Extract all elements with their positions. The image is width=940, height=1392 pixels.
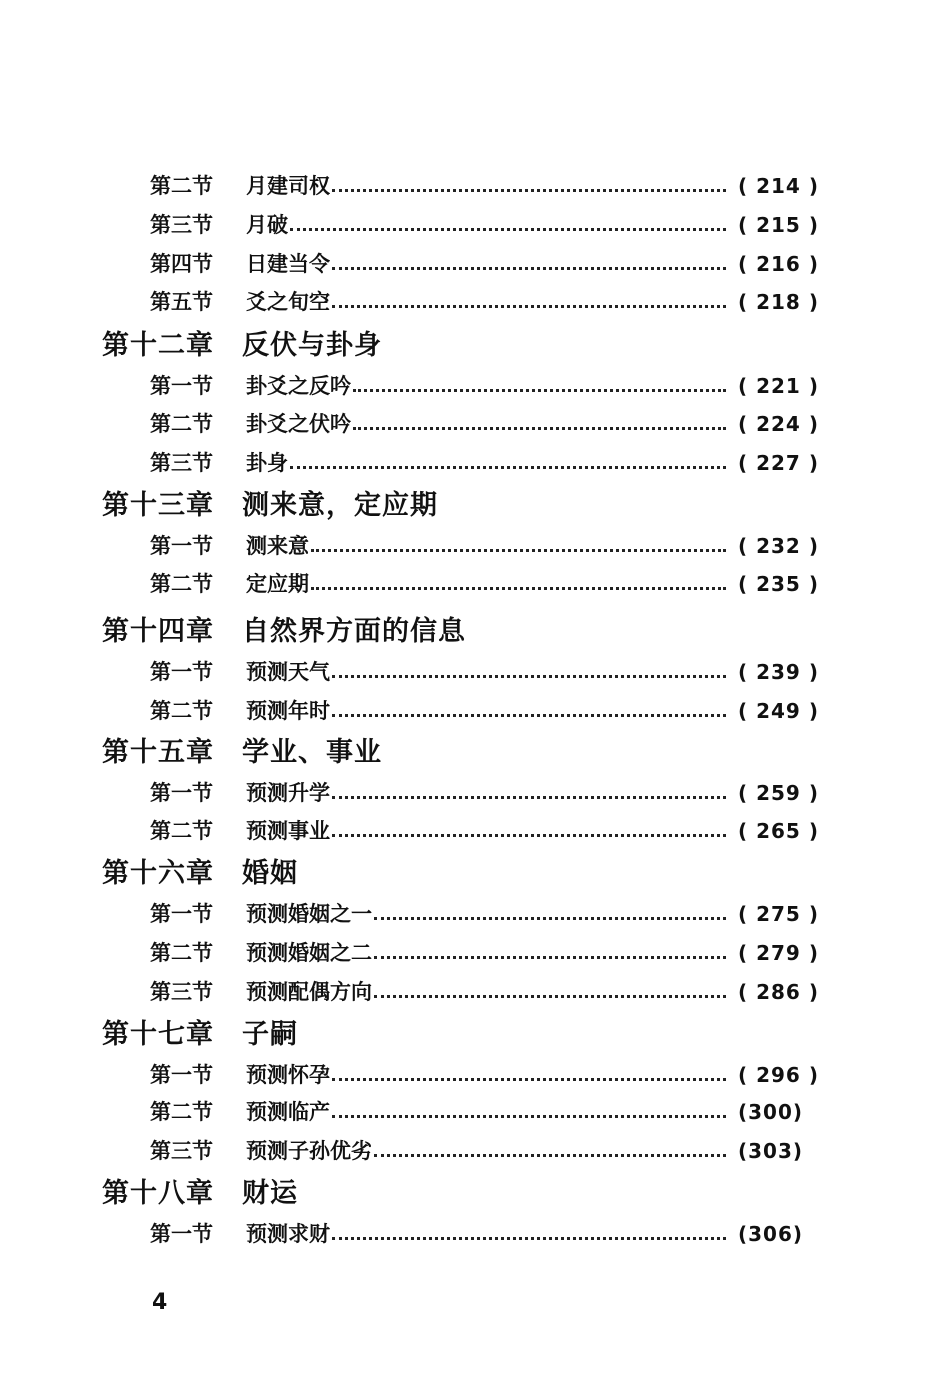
dot-leader: [311, 587, 726, 590]
section-number: 第二节: [150, 571, 213, 596]
toc-entry: [0, 207, 940, 243]
section-number: 第一节: [150, 1221, 213, 1246]
toc-entry: [0, 1216, 940, 1252]
section-title: 月破: [246, 212, 288, 237]
dot-leader: [353, 427, 726, 430]
dot-leader: [332, 189, 726, 192]
section-number: 第三节: [150, 212, 213, 237]
section-title: 预测临产: [246, 1099, 330, 1124]
page-reference: ( 239 ): [738, 660, 819, 684]
chapter-title: 婚姻: [242, 858, 298, 889]
section-title: 预测求财: [246, 1221, 330, 1246]
section-title: 预测年时: [246, 698, 330, 723]
section-title: 预测怀孕: [246, 1062, 330, 1087]
dot-leader: [332, 1237, 726, 1240]
page-reference: ( 296 ): [738, 1063, 819, 1087]
toc-entry: [0, 246, 940, 282]
section-number: 第五节: [150, 289, 213, 314]
dot-leader: [374, 1154, 726, 1157]
section-title: 卦身: [246, 450, 288, 475]
page-reference: (306): [738, 1222, 804, 1246]
section-number: 第三节: [150, 450, 213, 475]
page-reference: ( 235 ): [738, 572, 819, 596]
toc-entry: [0, 654, 940, 690]
toc-entry: [0, 445, 940, 481]
section-title: 卦爻之伏吟: [246, 411, 351, 436]
toc-entry: [0, 693, 940, 729]
page-reference: ( 259 ): [738, 781, 819, 805]
section-number: 第一节: [150, 780, 213, 805]
section-title: 测来意: [246, 533, 309, 558]
chapter-number: 第十七章: [102, 1019, 214, 1050]
page-reference: ( 279 ): [738, 941, 819, 965]
page-reference: ( 218 ): [738, 290, 819, 314]
dot-leader: [332, 714, 726, 717]
chapter-number: 第十三章: [102, 490, 214, 521]
page-reference: ( 227 ): [738, 451, 819, 475]
dot-leader: [332, 1078, 726, 1081]
section-number: 第四节: [150, 251, 213, 276]
section-title: 月建司权: [246, 173, 330, 198]
dot-leader: [374, 917, 726, 920]
page-reference: (300): [738, 1100, 804, 1124]
dot-leader: [311, 549, 726, 552]
section-number: 第三节: [150, 979, 213, 1004]
section-title: 预测配偶方向: [246, 979, 372, 1004]
page-reference: ( 286 ): [738, 980, 819, 1004]
toc-entry: [0, 896, 940, 932]
chapter-title: 学业、事业: [242, 737, 382, 768]
section-title: 预测天气: [246, 659, 330, 684]
dot-leader: [374, 956, 726, 959]
toc-chapter: [0, 1017, 940, 1053]
section-title: 预测婚姻之二: [246, 940, 372, 965]
page-reference: ( 249 ): [738, 699, 819, 723]
toc-entry: [0, 1133, 940, 1169]
section-number: 第二节: [150, 411, 213, 436]
toc-chapter: [0, 1176, 940, 1212]
chapter-title: 财运: [242, 1178, 298, 1209]
toc-chapter: [0, 614, 940, 650]
chapter-title: 测来意，定应期: [242, 490, 438, 521]
toc-entry: [0, 528, 940, 564]
section-title: 卦爻之反吟: [246, 373, 351, 398]
dot-leader: [332, 796, 726, 799]
section-number: 第三节: [150, 1138, 213, 1163]
section-title: 预测事业: [246, 818, 330, 843]
toc-entry: [0, 168, 940, 204]
page-reference: ( 265 ): [738, 819, 819, 843]
section-title: 预测婚姻之一: [246, 901, 372, 926]
section-number: 第一节: [150, 373, 213, 398]
toc-entry: [0, 813, 940, 849]
page-reference: ( 216 ): [738, 252, 819, 276]
section-number: 第一节: [150, 533, 213, 558]
section-number: 第二节: [150, 818, 213, 843]
dot-leader: [290, 228, 726, 231]
page-number: 4: [152, 1290, 168, 1315]
toc-entry: [0, 1094, 940, 1130]
toc-entry: [0, 406, 940, 442]
dot-leader: [332, 675, 726, 678]
chapter-title: 自然界方面的信息: [242, 616, 466, 647]
section-number: 第一节: [150, 901, 213, 926]
dot-leader: [353, 389, 726, 392]
page-reference: ( 275 ): [738, 902, 819, 926]
dot-leader: [332, 1115, 726, 1118]
chapter-number: 第十五章: [102, 737, 214, 768]
section-number: 第一节: [150, 1062, 213, 1087]
section-title: 预测子孙优劣: [246, 1138, 372, 1163]
toc-chapter: [0, 328, 940, 364]
toc-chapter: [0, 856, 940, 892]
toc-entry: [0, 368, 940, 404]
page-reference: (303): [738, 1139, 804, 1163]
chapter-title: 反伏与卦身: [242, 330, 382, 361]
section-title: 定应期: [246, 571, 309, 596]
section-number: 第二节: [150, 1099, 213, 1124]
section-title: 爻之旬空: [246, 289, 330, 314]
page-reference: ( 215 ): [738, 213, 819, 237]
chapter-number: 第十八章: [102, 1178, 214, 1209]
chapter-number: 第十二章: [102, 330, 214, 361]
dot-leader: [374, 995, 726, 998]
section-number: 第二节: [150, 698, 213, 723]
toc-entry: [0, 974, 940, 1010]
section-number: 第一节: [150, 659, 213, 684]
section-number: 第二节: [150, 940, 213, 965]
dot-leader: [332, 305, 726, 308]
chapter-title: 子嗣: [242, 1019, 298, 1050]
page-reference: ( 232 ): [738, 534, 819, 558]
dot-leader: [332, 834, 726, 837]
section-title: 预测升学: [246, 780, 330, 805]
chapter-number: 第十四章: [102, 616, 214, 647]
toc-chapter: [0, 488, 940, 524]
toc-entry: [0, 284, 940, 320]
page-reference: ( 224 ): [738, 412, 819, 436]
toc-chapter: [0, 735, 940, 771]
toc-entry: [0, 935, 940, 971]
toc-entry: [0, 1057, 940, 1093]
page-reference: ( 214 ): [738, 174, 819, 198]
chapter-number: 第十六章: [102, 858, 214, 889]
dot-leader: [332, 267, 726, 270]
page-reference: ( 221 ): [738, 374, 819, 398]
section-number: 第二节: [150, 173, 213, 198]
toc-entry: [0, 775, 940, 811]
dot-leader: [290, 466, 726, 469]
section-title: 日建当令: [246, 251, 330, 276]
toc-entry: [0, 566, 940, 602]
